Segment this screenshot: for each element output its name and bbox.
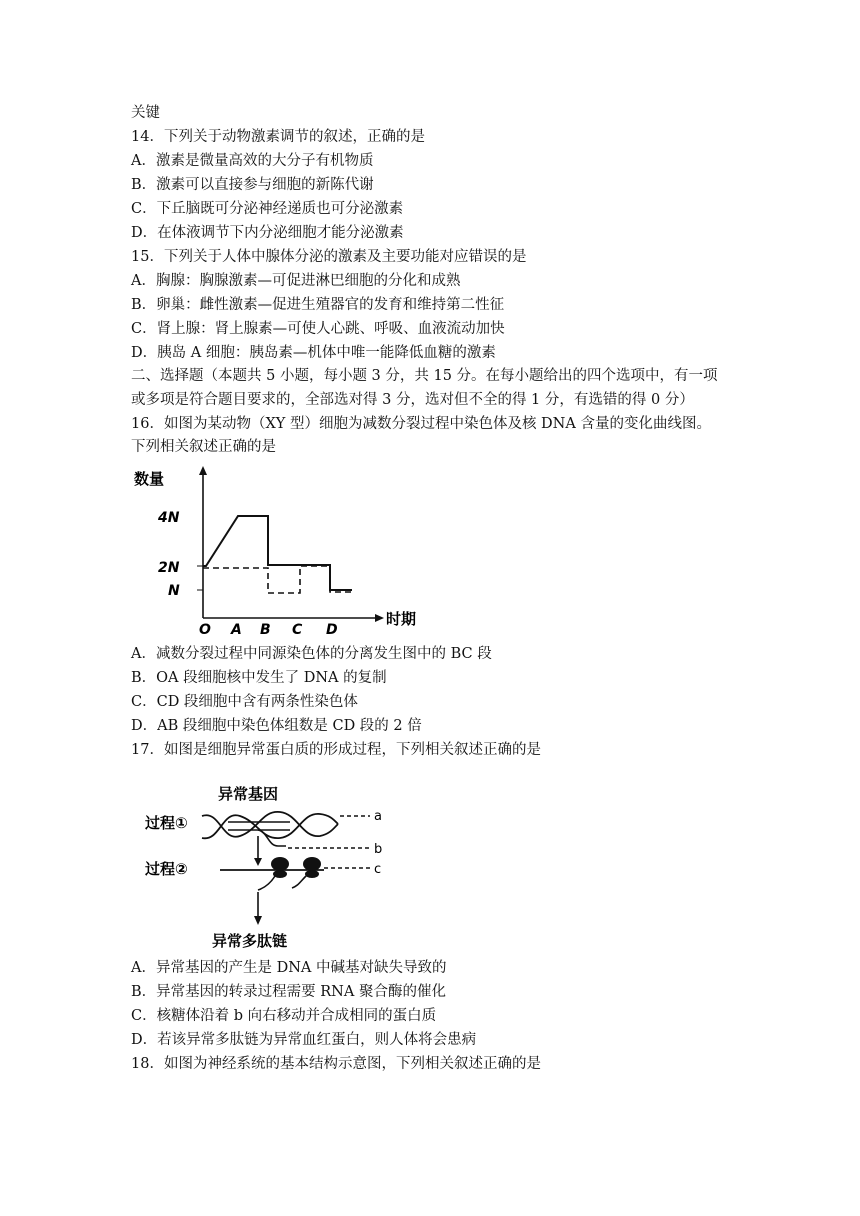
ribosome-2 — [303, 857, 321, 871]
label-c: c — [374, 862, 382, 877]
q15-option-a: A．胸腺：胸腺激素—可促进淋巴细胞的分化和成熟 — [131, 273, 461, 289]
x-axis-arrow — [375, 614, 384, 622]
q14-option-b: B．激素可以直接参与细胞的新陈代谢 — [131, 177, 374, 193]
x-tick-d: D — [326, 622, 338, 638]
abnormal-peptide-label: 异常多肽链 — [212, 932, 288, 950]
x-tick-c: C — [292, 622, 303, 638]
question-17: 17．如图是细胞异常蛋白质的形成过程，下列相关叙述正确的是 — [131, 742, 541, 758]
transcription-arrowhead — [254, 858, 262, 866]
y-tick-4n: 4N — [158, 510, 180, 526]
meiosis-graph — [130, 462, 430, 638]
x-axis-label: 时期 — [386, 610, 417, 628]
y-tick-n: N — [168, 583, 180, 599]
q17-option-a: A．异常基因的产生是 DNA 中碱基对缺失导致的 — [131, 960, 447, 976]
q17-option-b: B．异常基因的转录过程需要 RNA 聚合酶的催化 — [131, 984, 446, 1000]
q15-option-d: D．胰岛 A 细胞：胰岛素—机体中唯一能降低血糖的激素 — [131, 345, 496, 361]
x-tick-o: O — [199, 622, 211, 638]
q17-option-d: D．若该异常多肽链为异常血红蛋白，则人体将会患病 — [131, 1032, 477, 1048]
ribosome-2-small — [305, 870, 319, 878]
translation-arrowhead — [254, 916, 262, 925]
y-axis-label: 数量 — [134, 470, 165, 488]
y-axis-arrow — [199, 466, 207, 475]
label-a: a — [374, 809, 382, 824]
process-1-label: 过程① — [145, 814, 188, 832]
x-tick-b: B — [260, 622, 271, 638]
q16-option-d: D．AB 段细胞中染色体组数是 CD 段的 2 倍 — [131, 718, 422, 734]
ribosome-1 — [271, 857, 289, 871]
chromosome-count-line — [203, 566, 352, 593]
q14-option-c: C．下丘脑既可分泌神经递质也可分泌激素 — [131, 201, 404, 217]
x-tick-a: A — [231, 622, 242, 638]
q16-option-a: A．减数分裂过程中同源染色体的分离发生图中的 BC 段 — [131, 646, 492, 662]
abnormal-protein-diagram — [140, 780, 400, 956]
q17-option-c: C．核糖体沿着 b 向右移动并合成相同的蛋白质 — [131, 1008, 437, 1024]
dna-strand-2 — [202, 814, 338, 838]
fragment-text: 关键 — [131, 105, 160, 121]
q16-option-c: C．CD 段细胞中含有两条性染色体 — [131, 694, 358, 710]
process-2-label: 过程② — [145, 860, 188, 878]
question-18: 18．如图为神经系统的基本结构示意图，下列相关叙述正确的是 — [131, 1056, 541, 1072]
q14-option-d: D．在体液调节下内分泌细胞才能分泌激素 — [131, 225, 404, 241]
peptide-chain-1 — [258, 876, 275, 890]
section-2-instructions: 或多项是符合题目要求的，全部选对得 3 分，选对但不全的得 1 分，有选错的得 0 分） — [131, 392, 694, 408]
y-tick-2n: 2N — [158, 560, 180, 576]
question-15: 15．下列关于人体中腺体分泌的激素及主要功能对应错误的是 — [131, 249, 527, 265]
abnormal-gene-label: 异常基因 — [218, 785, 279, 803]
peptide-chain-2 — [292, 876, 306, 888]
question-16-cont: 下列相关叙述正确的是 — [131, 439, 276, 455]
section-2-heading: 二、选择题（本题共 5 小题，每小题 3 分，共 15 分。在每小题给出的四个选项中，有一项 — [131, 368, 718, 384]
q14-option-a: A．激素是微量高效的大分子有机物质 — [131, 153, 374, 169]
q15-option-c: C．肾上腺：肾上腺素—可使人心跳、呼吸、血液流动加快 — [131, 321, 505, 337]
label-b: b — [374, 842, 383, 857]
question-14: 14．下列关于动物激素调节的叙述，正确的是 — [131, 129, 425, 145]
question-16: 16．如图为某动物（XY 型）细胞为减数分裂过程中染色体及核 DNA 含量的变化曲线图。 — [131, 416, 711, 432]
q16-option-b: B．OA 段细胞核中发生了 DNA 的复制 — [131, 670, 387, 686]
q15-option-b: B．卵巢：雌性激素—促进生殖器官的发育和维持第二性征 — [131, 297, 505, 313]
